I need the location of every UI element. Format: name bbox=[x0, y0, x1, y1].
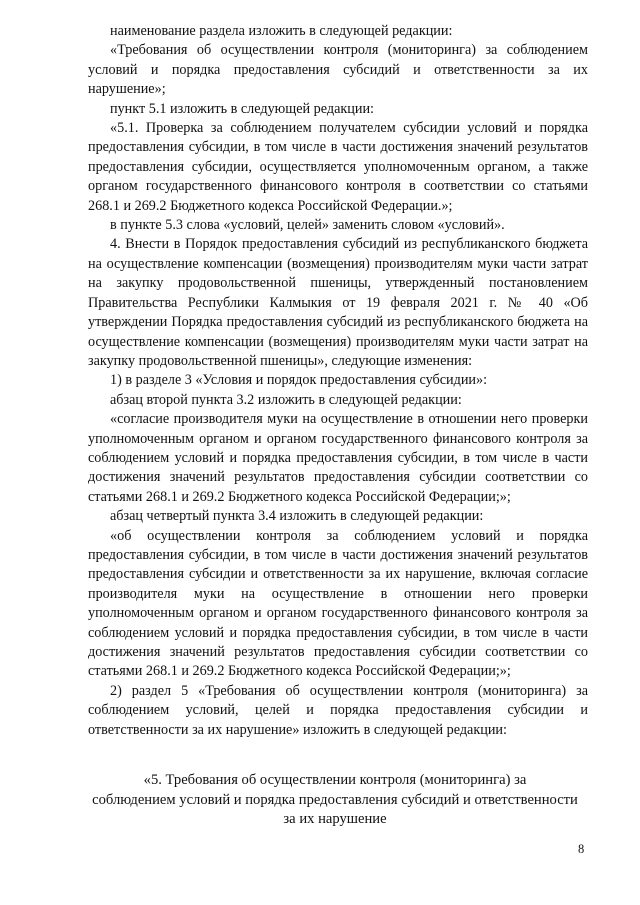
section-5-heading-line: соблюдением условий и порядка предоставления субсидий и ответственности bbox=[92, 791, 578, 808]
paragraph-point-3-4-text: «об осуществлении контроля за соблюдением условий и порядка предоставления субсидии, в том числе в части достижения значений результатов предоставления субсидии и ответственности за их нарушение, включая согласие производителя муки на осуществление в отношении него проверки уполномоченным органом и органом государственного финансового контроля за соблюдением условий и порядка предоставления субсидии, в том числе в части достижения значений результатов предоставления субсидии соответствии со статьями 268.1 и 269.2 Бюджетного кодекса Российской Федерации;»; bbox=[88, 527, 588, 680]
paragraph-point-5-1-instruction: пункт 5.1 изложить в следующей редакции: bbox=[110, 100, 374, 117]
paragraph-subitem-1: 1) в разделе 3 «Условия и порядок предоставления субсидии»: bbox=[110, 372, 488, 389]
paragraph-item-4: 4. Внести в Порядок предоставления субсидий из республиканского бюджета на осуществление компенсации (возмещения) производителям муки части затрат на закупку продовольственной пшеницы, утвержденный постановлением Правительства Республики Калмыкия от 19 февраля 2021 г. № 40 «Об утверждении Порядка предоставления субсидий из республиканского бюджета на осуществление компенсации (возмещения) производителям муки части затрат на закупку продовольственной пшеницы», следующие изменения: bbox=[88, 236, 588, 369]
document-body bbox=[88, 22, 588, 740]
paragraph-point-3-2-instruction: абзац второй пункта 3.2 изложить в следующей редакции: bbox=[110, 391, 462, 408]
page-number: 8 bbox=[578, 842, 585, 856]
paragraph-point-5-1-text: «5.1. Проверка за соблюдением получателем субсидии условий и порядка предоставления субсидии, в том числе в части достижения значений результатов предоставления субсидии, осуществляется уполномоченным органом, а также органом государственного финансового контроля в соответствии со статьями 268.1 и 269.2 Бюджетного кодекса Российской Федерации.»; bbox=[88, 120, 588, 214]
section-5-heading-line: за их нарушение bbox=[283, 811, 387, 828]
paragraph-section-name-text: «Требования об осуществлении контроля (мониторинга) за соблюдением условий и порядка предоставления субсидий и ответственности за их нарушение»; bbox=[88, 42, 588, 98]
section-5-heading bbox=[80, 771, 590, 830]
section-5-heading-line: «5. Требования об осуществлении контроля (мониторинга) за bbox=[143, 772, 527, 788]
paragraph-point-3-2-text: «согласие производителя муки на осуществление в отношении него проверки уполномоченным органом и органом государственного финансового контроля за соблюдением условий и порядка предоставления субсидии, в том числе в части достижения значений результатов предоставления субсидии соответствии со статьями 268.1 и 269.2 Бюджетного кодекса Российской Федерации;»; bbox=[88, 411, 588, 505]
paragraph-section-name-instruction: наименование раздела изложить в следующей редакции: bbox=[110, 23, 453, 39]
paragraph-point-5-3: в пункте 5.3 слова «условий, целей» заменить словом «условий». bbox=[110, 217, 505, 234]
paragraph-subitem-2: 2) раздел 5 «Требования об осуществлении контроля (мониторинга) за соблюдением условий, целей и порядка предоставления субсидии и ответственности за их нарушение» изложить в следующей редакции: bbox=[88, 682, 588, 738]
paragraph-point-3-4-instruction: абзац четвертый пункта 3.4 изложить в следующей редакции: bbox=[110, 508, 484, 525]
